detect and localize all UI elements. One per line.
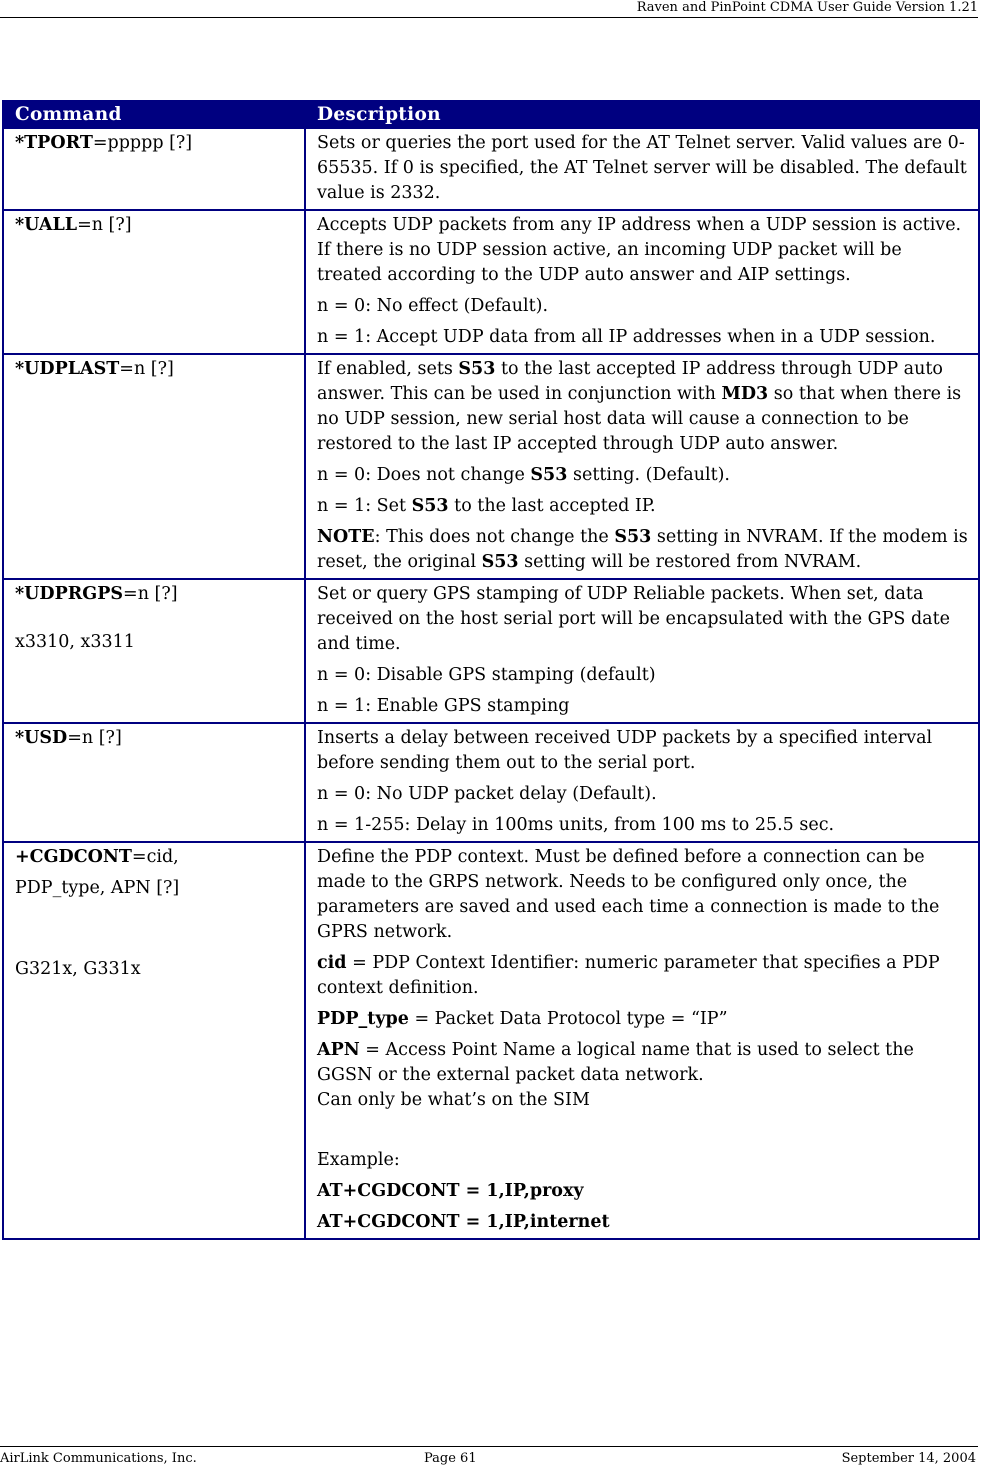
page-header xyxy=(0,0,978,18)
table-row xyxy=(3,842,979,1239)
command-syntax: =cid, xyxy=(131,847,179,867)
note-label: NOTE xyxy=(317,527,375,547)
command-name: *UALL xyxy=(15,215,78,235)
command-cell xyxy=(3,128,305,210)
description-text: Sets or queries the port used for the AT Telnet server. Valid values are 0-65535. If 0 is specified, the AT Telnet server will be disabled. The default value is 2332. xyxy=(317,133,967,203)
model-note: G321x, G331x xyxy=(15,959,141,979)
description-text: n = 1-255: Delay in 100ms units, from 100 ms to 25.5 sec. xyxy=(317,815,835,835)
command-name: *UDPRGPS xyxy=(15,584,124,604)
description-text: n = 0: Disable GPS stamping (default) xyxy=(317,665,656,685)
command-name: +CGDCONT xyxy=(15,847,132,867)
command-syntax: =n [?] xyxy=(119,359,174,379)
table-row xyxy=(3,210,979,354)
text-run: setting in NVRAM. If the modem is reset, the original xyxy=(317,527,968,572)
text-run: : This does not change the xyxy=(374,527,615,547)
command-cell xyxy=(3,842,305,1239)
description-text xyxy=(317,1038,972,1113)
example-command xyxy=(317,1179,972,1204)
description-text xyxy=(317,1007,972,1032)
column-header-description: Description xyxy=(305,101,979,128)
description-cell xyxy=(305,354,979,579)
command-ref: MD3 xyxy=(721,384,769,404)
text-run: n = 1: Set xyxy=(317,496,412,516)
param-name: PDP_type xyxy=(317,1009,409,1029)
description-text: n = 1: Enable GPS stamping xyxy=(317,696,570,716)
command-syntax: =n [?] xyxy=(77,215,132,235)
description-text: n = 0: No UDP packet delay (Default). xyxy=(317,784,657,804)
description-cell xyxy=(305,128,979,210)
description-text: Inserts a delay between received UDP packets by a specified interval before sending them out to the serial port. xyxy=(317,728,933,773)
text-run: = PDP Context Identifier: numeric parameter that specifies a PDP context definition. xyxy=(317,953,940,998)
register-ref: S53 xyxy=(458,359,496,379)
table-row xyxy=(3,354,979,579)
column-header-command: Command xyxy=(3,101,305,128)
text-run: If enabled, sets xyxy=(317,359,459,379)
table-header-row xyxy=(3,101,979,128)
text-run: setting. (Default). xyxy=(567,465,730,485)
footer-date: September 14, 2004 xyxy=(841,1451,976,1466)
page-footer xyxy=(0,1446,978,1469)
command-syntax: =ppppp [?] xyxy=(92,133,193,153)
param-name: cid xyxy=(317,953,347,973)
command-syntax: =n [?] xyxy=(67,728,122,748)
table-row xyxy=(3,723,979,842)
text-run: setting will be restored from NVRAM. xyxy=(518,552,862,572)
command-name: *TPORT xyxy=(15,133,93,153)
description-text xyxy=(317,463,972,488)
footer-page-number: Page 61 xyxy=(424,1451,477,1466)
register-ref: S53 xyxy=(411,496,449,516)
description-cell xyxy=(305,723,979,842)
text-run: to the last accepted IP. xyxy=(448,496,656,516)
command-name: *UDPLAST xyxy=(15,359,120,379)
command-table xyxy=(2,100,980,1240)
command-name: *USD xyxy=(15,728,68,748)
text-run: = Packet Data Protocol type = “IP” xyxy=(408,1009,728,1029)
table-row xyxy=(3,128,979,210)
description-cell xyxy=(305,842,979,1239)
text-run: so that when there is no UDP session, new serial host data will cause a connection to be restored to the last IP accepted through UDP auto answer. xyxy=(317,384,962,454)
register-ref: S53 xyxy=(530,465,568,485)
description-text xyxy=(317,357,972,457)
footer-company: AirLink Communications, Inc. xyxy=(0,1451,197,1466)
table-row xyxy=(3,579,979,723)
example-line: AT+CGDCONT = 1,IP,proxy xyxy=(317,1181,584,1201)
command-cell xyxy=(3,579,305,723)
register-ref: S53 xyxy=(614,527,652,547)
text-run: to the last accepted IP address through UDP auto answer. This can be used in conjunction with xyxy=(317,359,943,404)
description-cell xyxy=(305,579,979,723)
example-label: Example: xyxy=(317,1150,400,1170)
command-cell xyxy=(3,723,305,842)
description-text xyxy=(317,494,972,519)
command-cell xyxy=(3,210,305,354)
param-name: APN xyxy=(317,1040,360,1060)
register-ref: S53 xyxy=(481,552,519,572)
model-note: x3310, x3311 xyxy=(15,632,135,652)
description-text xyxy=(317,951,972,1001)
description-text: n = 0: No effect (Default). xyxy=(317,296,549,316)
description-text: Set or query GPS stamping of UDP Reliable packets. When set, data received on the host serial port will be encapsulated with the GPS date and time. xyxy=(317,584,950,654)
description-text: Define the PDP context. Must be defined before a connection can be made to the GRPS network. Needs to be configured only once, the parameters are saved and used each time a connection is made to the GPRS network. xyxy=(317,847,940,942)
example-command xyxy=(317,1210,972,1235)
note-text xyxy=(317,525,972,575)
example-line: AT+CGDCONT = 1,IP,internet xyxy=(317,1212,610,1232)
command-syntax-line2: PDP_type, APN [?] xyxy=(15,878,180,898)
text-run: n = 0: Does not change xyxy=(317,465,531,485)
command-syntax: =n [?] xyxy=(123,584,178,604)
command-cell xyxy=(3,354,305,579)
text-run: Can only be what’s on the SIM xyxy=(317,1090,590,1110)
text-run: = Access Point Name a logical name that is used to select the GGSN or the external packet data network. xyxy=(317,1040,914,1085)
document-title: Raven and PinPoint CDMA User Guide Version 1.21 xyxy=(636,0,978,15)
description-cell xyxy=(305,210,979,354)
description-text: n = 1: Accept UDP data from all IP addresses when in a UDP session. xyxy=(317,327,936,347)
description-text: Accepts UDP packets from any IP address when a UDP session is active. If there is no UDP session active, an incoming UDP packet will be treated according to the UDP auto answer and AIP settings. xyxy=(317,215,962,285)
